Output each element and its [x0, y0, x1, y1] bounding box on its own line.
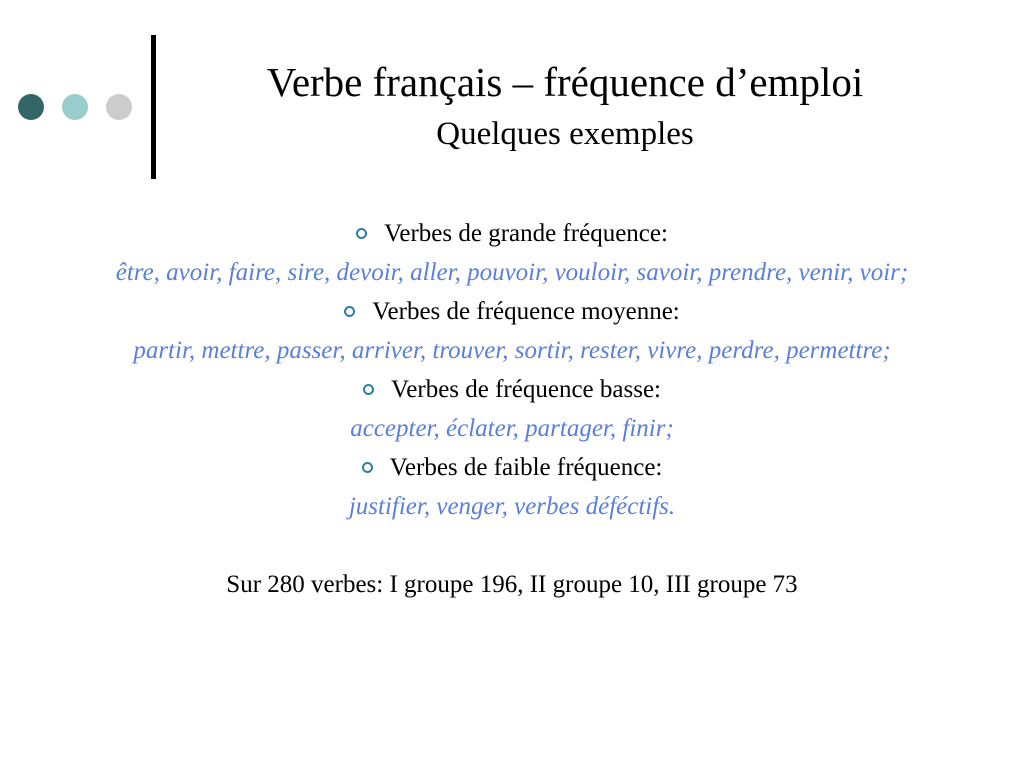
dot-dark-teal — [18, 94, 44, 120]
dot-light-gray — [106, 94, 132, 120]
bullet-icon — [363, 384, 374, 395]
slide-subtitle: Quelques exemples — [436, 116, 694, 152]
summary-text: Sur 280 verbes: I groupe 196, II groupe 10, III groupe 73 — [226, 571, 798, 598]
slide-title: Verbe français – fréquence d’emploi — [266, 59, 864, 105]
title-divider — [151, 35, 156, 179]
section-heading-text: Verbes de fréquence basse: — [390, 376, 661, 403]
section-heading-3 — [0, 370, 1024, 409]
decorative-dots — [18, 94, 132, 120]
section-heading-2 — [0, 292, 1024, 331]
section-examples-4: justifier, venger, verbes déféctifs. — [348, 493, 676, 520]
section-examples-3: accepter, éclater, partager, finir; — [350, 415, 674, 442]
section-heading-text: Verbes de fréquence moyenne: — [372, 298, 680, 325]
section-examples-2: partir, mettre, passer, arriver, trouver, sortir, rester, vivre, perdre, permettre; — [133, 337, 891, 364]
spacer — [0, 526, 1024, 565]
bullet-icon — [356, 228, 367, 239]
section-examples-1: être, avoir, faire, sire, devoir, aller, pouvoir, vouloir, savoir, prendre, venir, voir; — [115, 259, 909, 286]
dot-light-teal — [62, 94, 88, 120]
section-heading-4 — [0, 448, 1024, 487]
bullet-icon — [362, 462, 373, 473]
section-heading-1 — [0, 214, 1024, 253]
section-heading-text: Verbes de grande fréquence: — [384, 220, 668, 247]
section-heading-text: Verbes de faible fréquence: — [389, 454, 663, 481]
slide-body — [0, 214, 1024, 604]
bullet-icon — [344, 306, 355, 317]
